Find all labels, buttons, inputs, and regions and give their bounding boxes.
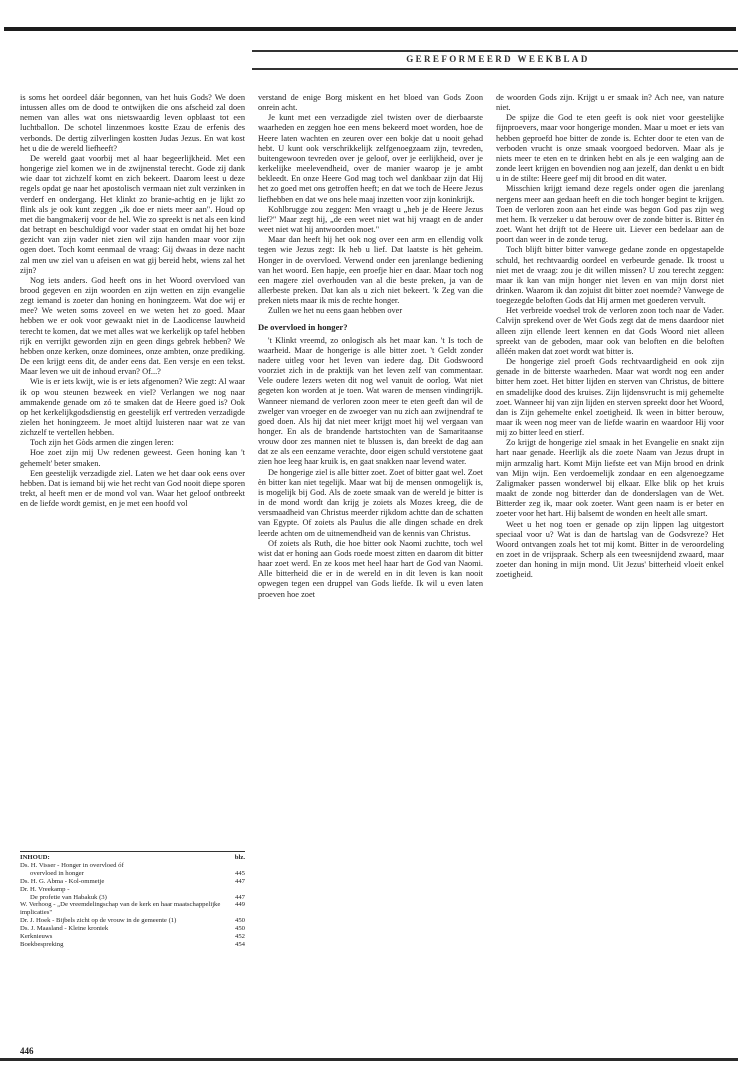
paragraph: de woorden Gods zijn. Krijgt u er smaak in? Ach nee, van nature niet. — [496, 93, 724, 113]
toc-entry-page: 450 — [234, 917, 245, 925]
toc-entries — [20, 862, 245, 949]
paragraph: De hongerige ziel proeft Gods rechtvaardigheid en ook zijn genade in de bitterste waarheden. Maar wat wordt nog een ander bitter hem zoet. Het bitter lijden en sterven van Christus, de bittere en smadelijke dood des kruises. Zijn lijdensvrucht is mij gehemelte zoet. Wanneer hij van zijn lijden en sterven spreekt door het Woord, dan is Zijn gehemelte enkel zoetigheid. Ik ween in bitter berouw, maar ik ween nog meer van de liefde waarin en waardoor Hij voor mij zo bitter leed en stierf. — [496, 357, 724, 438]
paragraph: Toch zijn het Gòds armen die zingen leren: — [30, 438, 174, 448]
toc-entry-text: Dr. H. Vreekamp - — [20, 885, 70, 893]
paragraph: De spijze die God te eten geeft is ook niet voor geestelijke fijnproevers, maar voor hongerige monden. Maar u moet er iets van hebben geproefd hoe bitter de zonde is. Echter door te eten van de verboden vrucht is onze smaak voorgoed bedorven. Maar als je niets meer te eten en te drinken hebt en als je een walging aan de zonde leert krijgen en bovendien nog aan jezelf, dan denkt u en bidt u in de stilte: Heere geef mij dit brood en dit water. — [496, 113, 724, 184]
toc-entry — [20, 933, 245, 941]
toc-divider — [20, 851, 245, 852]
masthead-rule-top — [252, 50, 738, 52]
section-heading: De overvloed in honger? — [258, 322, 348, 333]
toc-entry-text: Kerknieuws — [20, 933, 53, 941]
paragraph: Zo krijgt de hongerige ziel smaak in het Evangelie en snakt zijn hart naar genade. Heerlijk als die zoete Naam van Jezus drupt in mijn armzalig hart. Komt Mijn liefste eet van Mijn brood en drink van Mijn wijn. Een verdoemelijk zondaar en een algenoegzame Zaligmaker passen wonderwel bij elkaar. Elke blik op het kruis maakt de zonde nog bitterder dan de donderslagen van de Wet. Bitterder zeg ik, maar ook zoeter. Want geen naam is er beter en zoeter voor het hart. Hij balsemt de wonden en heelt alle smart. — [496, 438, 724, 519]
paragraph: Of zoiets als Ruth, die hoe bitter ook Naomi zuchtte, toch wel wist dat er honing aan Gods roede moest zitten en daarom dit bitter haar zoet werd. En ze koos met heel haar hart de God van Naomi. Alle bitterheid die er in de wereld en in dit leven is kan nooit opwegen tegen een druppel van Gods liefde. Ik wil u even laten proeven hoe zoet — [258, 538, 483, 599]
toc-entry-page: 445 — [234, 869, 245, 877]
paragraph: Een geestelijk verzadigde ziel. Laten we het daar ook eens over hebben. Dat is iemand bij wie het recht van God nooit diepe sporen trekt, al heeft men er de mond vol van. Waar het geloof ontbreekt en de liefde wordt gemist, en je met een hoofd vol — [20, 468, 245, 509]
toc-entry-text: Ds. H. G. Abma - Kol-ommetje — [20, 877, 105, 885]
toc-entry — [20, 870, 245, 878]
toc-entry — [20, 925, 245, 933]
toc-entry-text: Ds. J. Maasland - Kleine kroniek — [20, 925, 109, 933]
paragraph: Je kunt met een verzadigde ziel twisten over de dierbaarste waarheden en zeggen hoe een mens bekeerd moet worden, hoe de Heere laten wachten en zeuren over een bokje dat u nooit gehad hebt. U kunt ook verschrikkelijk zelfgenoegzaam zijn, tevreden, buitengewoon tevreden over je geloof, over je eerlijkheid, over je kerkelijke meelevendheid, over de manier waarop je je ambt bekleedt. En onze Heere God mag toch wel dankbaar zijn dat Hij het zo goed met ons getroffen heeft; en dat we toch de Heere Jezus liefhebben en dat we ons hele maaj inzetten voor zijn koninkrijk. — [258, 113, 483, 204]
masthead: GEREFORMEERD WEEKBLAD — [406, 54, 590, 64]
masthead-rule-bottom — [252, 68, 738, 70]
top-border-line — [4, 27, 736, 31]
paragraph: Nog iets anders. God heeft ons in het Woord overvloed van brood gegeven en zijn woorden en zijn wetten en zijn evangelie zegt iemand is zoeter dan honing en honingzeem. Wat doe wij er mee? We weten soms zoveel en we weten het zo goed. Maar hebben we er ook voor gewaakt niet in de Laodicense lauwheid terecht te komen, dat we met alles wat we kerkelijk op tafel hebben rijk en verrijkt geworden zijn en geen dings gebrek hebben? We hebben onze kerken, onze dominees, onze ambten, onze prediking. De een krijgt eens dit, de ander eens dat. Een versje en een tekst. Maar leven we uit de inhoud ervan? Of...? — [20, 275, 245, 377]
toc-entry-page: 452 — [234, 933, 245, 941]
toc-entry-page: 447 — [234, 893, 245, 901]
paragraph: Maar dan heeft hij het ook nog over een arm en ellendig volk tegen wie Jezus zegt: Ik heb u lief. Dat laatste is hèt geheim. Honger in de overvloed. Verwend onder een jarenlange bediening van het woord. Een hapje, een proefje hier en daar. Maar toch nog een magere ziel overhouden van al die beste preken, ja van de allerbeste preken. Dat kan als u zich niet bekeert. 'k Zeg van die preken niets maar ik mis de rechte honger. — [258, 235, 483, 306]
page-number: 446 — [20, 1046, 34, 1056]
paragraph: Weet u het nog toen er genade op zijn lippen lag uitgestort speciaal voor u? Wat is dan de hartslag van de Godsvreze? Het Woord ontvangen zoals het tot mij komt. Bitter in de veroordeling en zoet in de vrijspraak. Scherp als een tweesnijdend zwaard, maar zoeter dan honing in mijn mond. Uit Jezus' bitterheid vloeit enkel zoetigheid. — [496, 519, 724, 580]
article-column-3 — [496, 93, 724, 581]
toc-entry-page — [227, 862, 245, 870]
paragraph: De hongerige ziel is alle bitter zoet. Zoet of bitter gaat wel. Zoet èn bitter kan niet tegelijk. Maar wat bij de mensen onmogelijk is, is mogelijk bij God. Als de zoete smaak van de wereld je bitter is in de mond wordt dan krijg je zoiets als Mozes kreeg, die de versmaadheid van Christus meerder rijkdom achtte dan de schatten van Egypte. Of zoiets als Paulus die alle dingen schade en drek leerde achten om de uitnemendheid van de kennis van Christus. — [258, 467, 483, 538]
table-of-contents — [20, 851, 245, 949]
paragraph: Hoe zoet zijn mij Uw redenen geweest. Geen honing kan 't gehemelt' beter smaken. — [20, 448, 245, 468]
paragraph: Het verbreide voedsel trok de verloren zoon toch naar de Vader. Calvijn sprekend over de Wet Gods zegt dat de mens daardoor niet alleen zijn ellende leert kennen en dat Gods Woord niet alleen spreekt van de geboden, maar ook van beloften en die beloften alléén maken dat zoet wordt wat bitter is. — [496, 306, 724, 356]
toc-entry-page: 454 — [234, 940, 245, 948]
toc-entry — [20, 901, 245, 917]
toc-entry-text: W. Verhoog - „De vreemdelingschap van de kerk en haar maatschappelijke implicaties" — [20, 901, 221, 917]
toc-entry — [20, 878, 245, 886]
paragraph: Misschien krijgt iemand deze regels onder ogen die jarenlang nergens meer aan gedaan heeft en die toch honger begint te krijgen. Toen de verloren zoon aan het einde was begon God pas zijn weg met hem. Ik verzeker u dat berouw over de zonde bitter is. Bitter én zoet. Want het drijft tot de Heere uit. Liever een bedelaar aan de poort dan weer in de zonde terug. — [496, 184, 724, 245]
toc-entry-page: 450 — [234, 925, 245, 933]
toc-entry-page: 449 — [234, 901, 245, 909]
paragraph: Kohlbrugge zou zeggen: Men vraagt u „heb je de Heere Jezus lief?" Maar zegt hij, „de een weet niet wat hij vraagt en de ander weet niet wat hij antwoorden moet." — [258, 204, 483, 235]
paragraph: Zullen we het nu eens gaan hebben over — [268, 306, 403, 316]
toc-entry-page: 447 — [234, 877, 245, 885]
paragraph: 't Klinkt vreemd, zo onlogisch als het maar kan. 't Is toch de waarheid. Maar de hongerige is alle bitter zoet. 't Geldt zonder nadere uitleg voor het leven van iedere dag. Dit Godswoord voorziet zich in de praktijk van het leven zelf van commentaar. Vele oudere lezers weten dit nog wel vanuit de oorlog. Wat niet gegeten kon worden at je toen. Wat waren de mensen vindingrijk. Wanneer niemand de verloren zoon meer te eten geeft dan wil de zwelger van vroeger en de zwoeger van nu zich aan zwijnendraf te goed doen. Als hij dat niet meer krijgt moet hij wel vergaan van honger. En als de brandende hartstochten van de Samaritaanse vrouw door zes mannen niet te blussen is, dan breekt de dag aan dat ze als een eenzame verachte, door eigen schuld verstotene gaat zien hoe leeg haar kruik is, en gaat snakken naar levend water. — [258, 335, 483, 467]
bottom-border-line — [0, 1058, 738, 1061]
article-column-1 — [20, 93, 245, 509]
paragraph: Toch blijft bitter bitter vanwege gedane zonde en opgestapelde schuld, het rechtvaardig oordeel en verbeurde genade. Ik troost u niet met de vraag: zou je dit willen missen? U zou terecht zeggen: maar ik kan van mijn honger niet leven en van mijn dorst niet drinken. Waarom ik dan zojuist dit bitter zoet noemde? Vanwege de toegezegde beloften Gods dat Hij armen met goederen vervult. — [496, 245, 724, 306]
toc-page-label: blz. — [234, 854, 245, 861]
paragraph: Wie is er iets kwijt, wie is er iets afgenomen? Wie zegt: Al waar ik op wou steunen bezweek en viel? Verlangen we nog naar ammakende genade om zó te smaken dat de Heere goed is? Ook op het kerkelijkgodsdienstig en geestelijk erf vertreden verzadigde zielen het honingzeem. Je moet altijd luisteren naar wat ze van zichzelf te vertellen hebben. — [20, 377, 245, 438]
toc-entry-text: De profetie van Habakuk (3) — [30, 893, 107, 901]
paragraph: verstand de enige Borg miskent en het bloed van Gods Zoon onrein acht. — [258, 93, 483, 113]
toc-entry-text: Boekbespreking — [20, 940, 64, 948]
toc-entry-page — [227, 886, 245, 894]
paragraph: De wereld gaat voorbij met al haar begeerlijkheid. Met een hongerige ziel komen we in de zwijnenstal terecht. Gode zij dank wie daar tot zichzelf komt en zich bekeert. Daarom leest u deze regels opdat ge naar het apostolisch vermaan niet zult verzinken in verderf en ondergang. Het klinkt zo branie-achtig en je lijkt zo flink als je ook kunt zeggen „ik doe er niets meer aan". Houd op met die bangmakerij voor de hel. Wie zo spreekt is net als een kind dat betrapt en beschuldigd voor vader staat en omdat hij het boze gezicht van zijn vader niet zien wil zijn handen maar voor zijn ogen doet. Toch komt eenmaal de vraag: Gij dwaas in deze nacht zal men uw ziel van u afeisen en wat gij bereid hebt, wiens zal het zijn? — [20, 153, 245, 275]
toc-entry-text: Ds. H. Visser - Honger in overvloed óf — [20, 861, 124, 869]
toc-entry-text: Dr. J. Hoek - Bijbels zicht op de vrouw in de gemeente (1) — [20, 917, 177, 925]
paragraph: is soms het oordeel dáár begonnen, van het huis Gods? We doen intussen alles om de dood te ontwijken die ons afscheid zal doen nemen van alles wat ons nietswaardig leven opblaast tot een luchtballon. De schotel linzenmoes kostte Ezau de erfenis des verbonds. De dertig zilverlingen kostten Judas Jezus. En wat kost het u die de wereld liefheeft? — [20, 93, 245, 153]
toc-entry — [20, 886, 245, 894]
toc-entry — [20, 862, 245, 870]
article-column-2 — [258, 93, 483, 600]
toc-entry — [20, 941, 245, 949]
toc-entry — [20, 917, 245, 925]
toc-entry-text: overvloed in honger — [30, 869, 84, 877]
toc-entry — [20, 894, 245, 902]
toc-title: INHOUD: — [20, 854, 50, 861]
